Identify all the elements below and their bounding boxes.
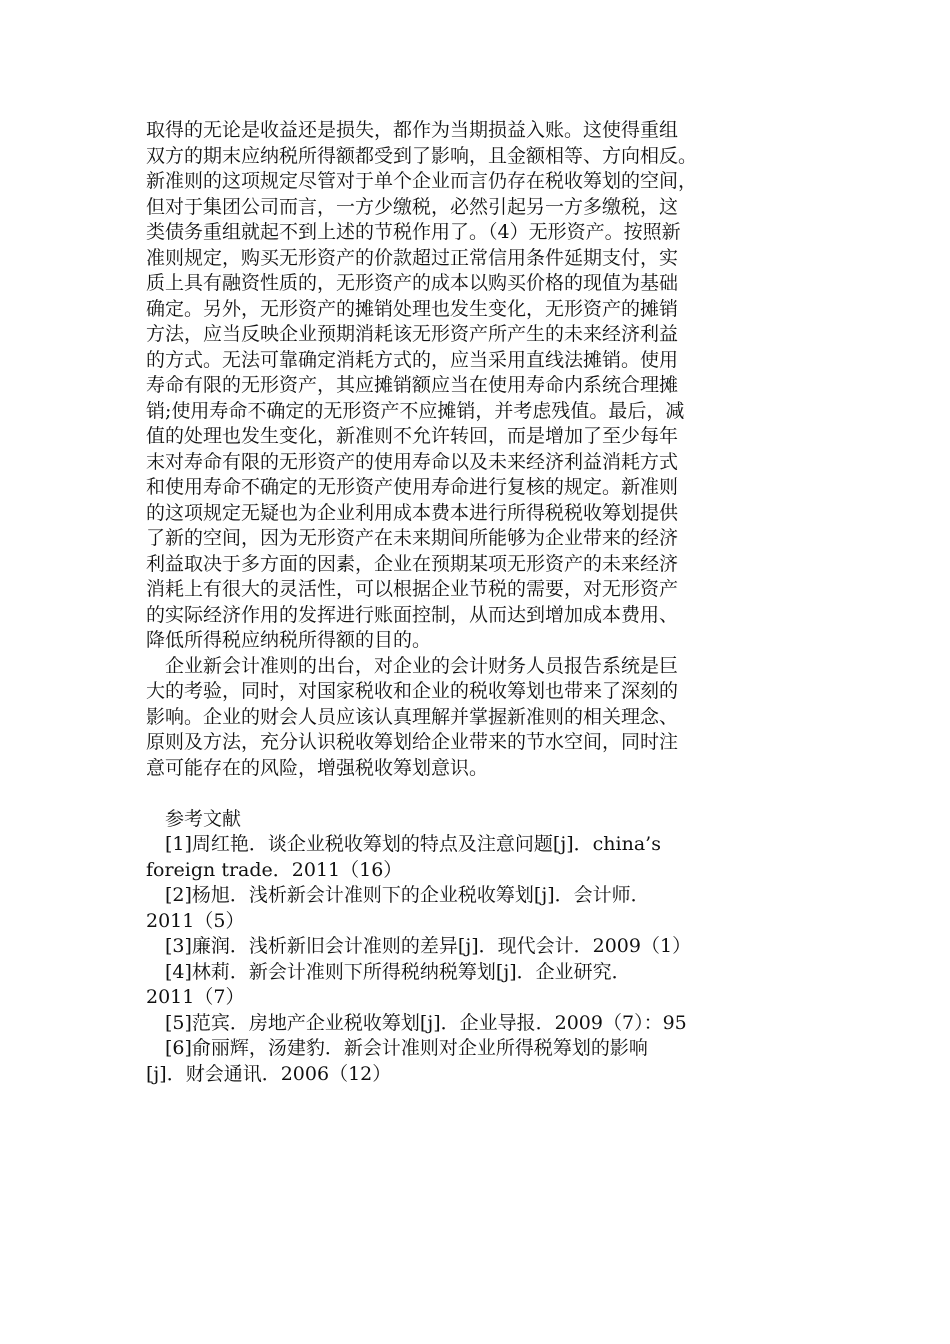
body-line: 寿命有限的无形资产，其应摊销额应当在使用寿命内系统合理摊 [146, 374, 679, 396]
body-line: 利益取决于多方面的因素，企业在预期某项无形资产的未来经济 [146, 552, 679, 575]
reference-line: [j]．财会通讯．2006（12） [146, 1062, 392, 1085]
body-line: 影响。企业的财会人员应该认真理解并掌握新准则的相关理念、 [146, 705, 679, 728]
document-text [146, 118, 786, 1087]
body-paragraphs [146, 118, 786, 781]
body-line: 的这项规定无疑也为企业利用成本费本进行所得税税收筹划提供 [146, 501, 679, 524]
body-line: 末对寿命有限的无形资产的使用寿命以及未来经济利益消耗方式 [146, 450, 679, 473]
reference-line: foreign trade．2011（16） [146, 858, 403, 881]
body-line: 双方的期末应纳税所得额都受到了影响，且金额相等、方向相反。 [146, 144, 698, 167]
body-line: 的方式。无法可靠确定消耗方式的，应当采用直线法摊销。使用 [146, 348, 679, 371]
body-line: 销;使用寿命不确定的无形资产不应摊销，并考虑残值。最后，减 [146, 399, 685, 422]
reference-line: 2011（5） [146, 909, 245, 932]
body-line: 但对于集团公司而言，一方少缴税，必然引起另一方多缴税，这 [146, 195, 679, 218]
body-line: 降低所得税应纳税所得额的目的。 [146, 629, 432, 651]
body-line: 质上具有融资性质的，无形资产的成本以购买价格的现值为基础 [146, 272, 679, 294]
reference-line: [1]周红艳．谈企业税收筹划的特点及注意问题[j]．china’s [146, 833, 661, 855]
body-line: 确定。另外，无形资产的摊销处理也发生变化，无形资产的摊销 [146, 297, 679, 320]
body-line: 大的考验，同时，对国家税收和企业的税收筹划也带来了深刻的 [146, 680, 679, 702]
body-line: 了新的空间，因为无形资产在未来期间所能够为企业带来的经济 [146, 527, 679, 549]
body-line: 新准则的这项规定尽管对于单个企业而言仍存在税收筹划的空间， [146, 170, 698, 192]
body-line: 准则规定，购买无形资产的价款超过正常信用条件延期支付，实 [146, 246, 679, 269]
body-line: 方法，应当反映企业预期消耗该无形资产所产生的未来经济利益 [146, 323, 679, 345]
body-line: 消耗上有很大的灵活性，可以根据企业节税的需要，对无形资产 [146, 578, 679, 600]
body-line: 原则及方法，充分认识税收筹划给企业带来的节水空间，同时注 [146, 731, 679, 753]
references-heading: 参考文献 [146, 807, 242, 830]
references-list [146, 832, 786, 1087]
body-line: 取得的无论是收益还是损失，都作为当期损益入账。这使得重组 [146, 119, 679, 141]
reference-line: [2]杨旭．浅析新会计准则下的企业税收筹划[j]．会计师． [146, 884, 650, 906]
reference-line: [5]范宾．房地产企业税收筹划[j]．企业导报．2009（7）：95 [146, 1011, 687, 1034]
body-line: 企业新会计准则的出台，对企业的会计财务人员报告系统是巨 [146, 654, 679, 677]
body-line: 值的处理也发生变化，新准则不允许转回，而是增加了至少每年 [146, 425, 679, 447]
body-line: 和使用寿命不确定的无形资产使用寿命进行复核的规定。新准则 [146, 476, 679, 498]
reference-line: [3]廉润．浅析新旧会计准则的差异[j]．现代会计．2009（1） [146, 935, 692, 957]
reference-line: [4]林莉．新会计准则下所得税纳税筹划[j]．企业研究． [146, 960, 631, 983]
reference-line: [6]俞丽辉，汤建豹．新会计准则对企业所得税筹划的影响 [146, 1037, 648, 1059]
reference-line: 2011（7） [146, 986, 245, 1008]
body-line: 的实际经济作用的发挥进行账面控制，从而达到增加成本费用、 [146, 603, 679, 626]
body-line: 意可能存在的风险，增强税收筹划意识。 [146, 756, 489, 779]
body-line: 类债务重组就起不到上述的节税作用了。（4）无形资产。按照新 [146, 221, 681, 243]
